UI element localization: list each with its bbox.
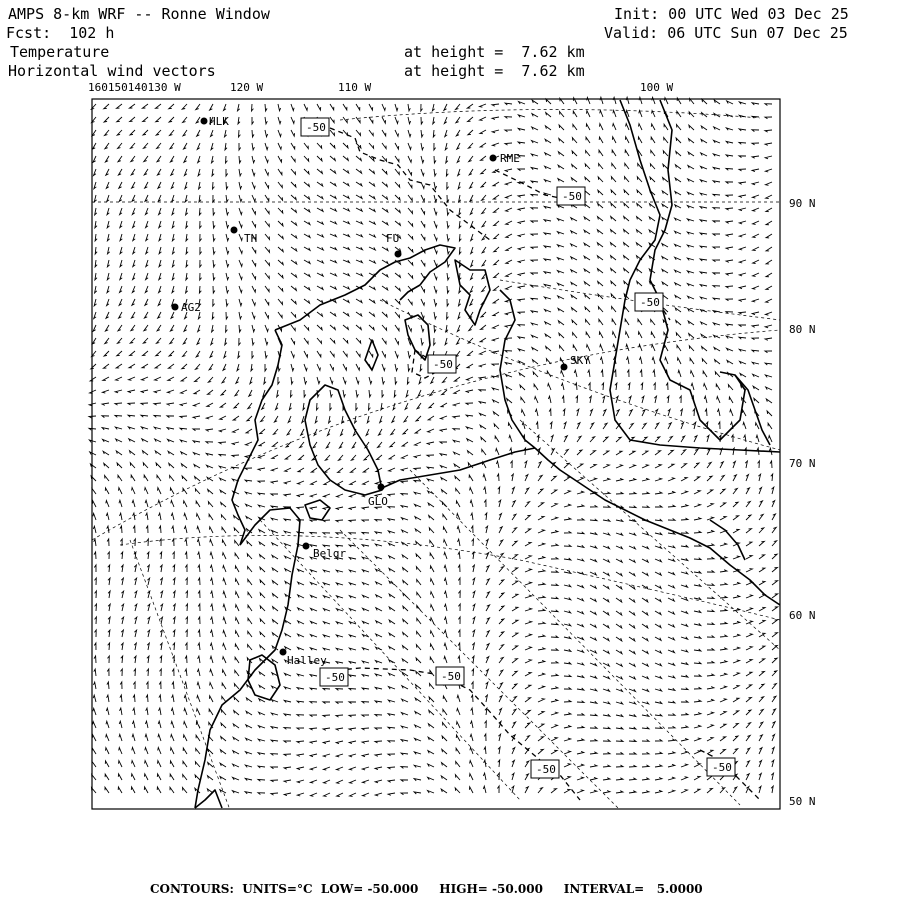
- station-marker: [395, 251, 402, 258]
- height-2: at height = 7.62 km: [404, 62, 585, 80]
- station-label-fu: FU: [386, 232, 400, 245]
- forecast-hour: Fcst: 102 h: [6, 24, 115, 42]
- station-label-rme: RME: [500, 152, 520, 165]
- station-label-halley: Halley: [287, 654, 327, 667]
- contour-label: -50: [306, 121, 326, 134]
- lat-label: 70 N: [789, 457, 816, 470]
- station-marker: [561, 364, 568, 371]
- valid-time: Valid: 06 UTC Sun 07 Dec 25: [604, 24, 848, 42]
- map-title: AMPS 8-km WRF -- Ronne Window: [8, 5, 270, 23]
- contour-label: -50: [712, 761, 732, 774]
- station-marker: [280, 649, 287, 656]
- station-marker: [490, 155, 497, 162]
- lon-label: 160150140130 W: [88, 81, 181, 94]
- station-label-glo: GLO: [368, 495, 388, 508]
- contour-label: -50: [433, 358, 453, 371]
- station-label-th: TH: [244, 232, 258, 245]
- coastlines: [195, 100, 780, 808]
- field-wind: Horizontal wind vectors: [8, 62, 216, 80]
- station-marker: [201, 118, 208, 125]
- contour-label: -50: [325, 671, 345, 684]
- lon-label: 120 W: [230, 81, 264, 94]
- station-label-hlk: HLK: [209, 115, 229, 128]
- lon-label: 110 W: [338, 81, 372, 94]
- height-1: at height = 7.62 km: [404, 43, 585, 61]
- station-marker: [231, 227, 238, 234]
- station-label-belgr: Belgr: [313, 547, 347, 560]
- contour-label: -50: [562, 190, 582, 203]
- latitude-labels: [789, 197, 816, 808]
- longitude-labels: [88, 81, 673, 94]
- contour-label: -50: [441, 670, 461, 683]
- contour-label: -50: [640, 296, 660, 309]
- station-marker: [378, 484, 385, 491]
- station-marker: [303, 543, 310, 550]
- lat-label: 50 N: [789, 795, 816, 808]
- field-temperature: Temperature: [10, 43, 110, 61]
- lat-label: 90 N: [789, 197, 816, 210]
- station-label-ag2: AG2: [181, 301, 201, 314]
- lat-label: 80 N: [789, 323, 816, 336]
- init-time: Init: 00 UTC Wed 03 Dec 25: [614, 5, 849, 23]
- station-marker: [172, 304, 179, 311]
- lat-label: 60 N: [789, 609, 816, 622]
- station-label-sky: SKY: [570, 354, 590, 367]
- contour-legend: CONTOURS: UNITS=°C LOW= -50.000 HIGH= -50.000 INTERVAL= 5.0000: [150, 882, 703, 896]
- lon-label: 100 W: [640, 81, 674, 94]
- contour-label: -50: [536, 763, 556, 776]
